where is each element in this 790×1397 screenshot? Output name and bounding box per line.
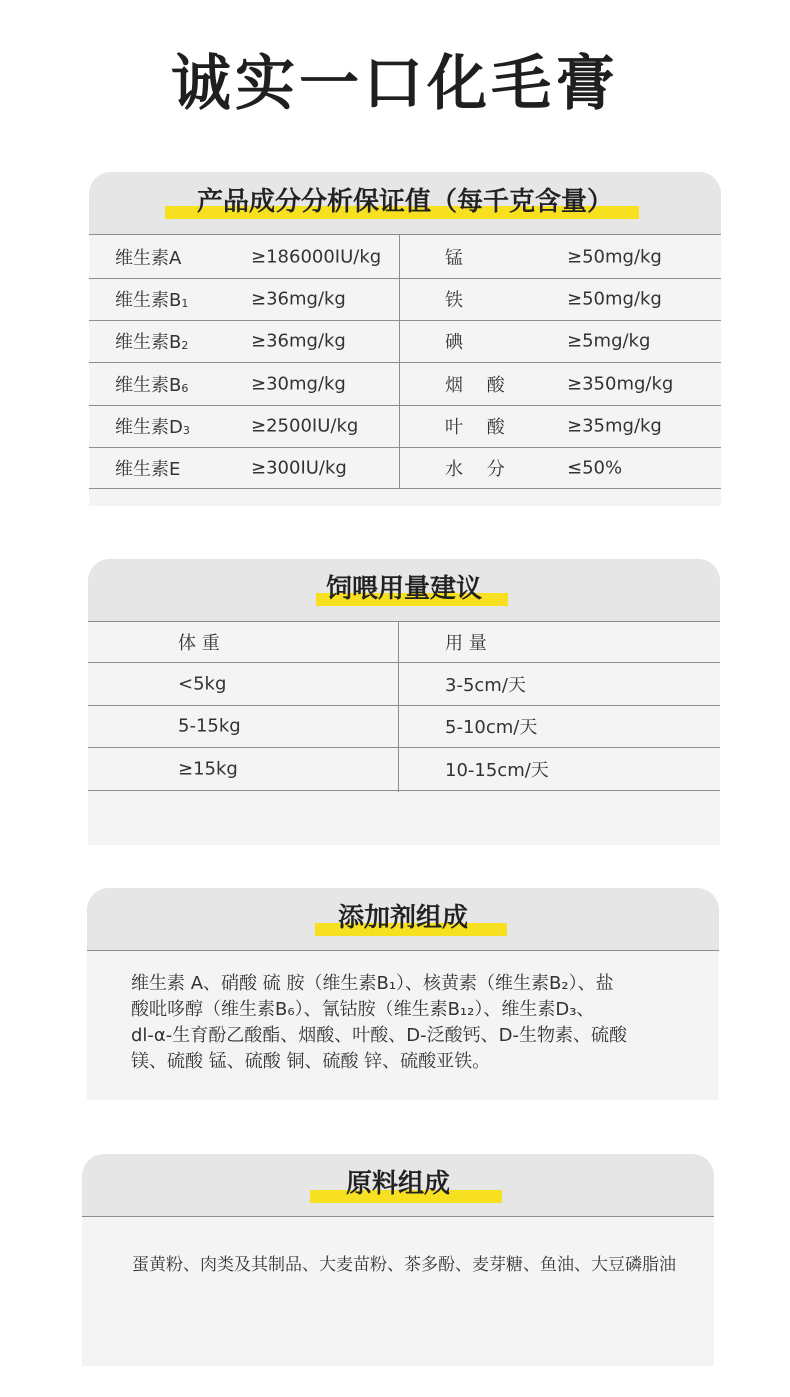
- amount-header: 用 量: [445, 633, 487, 654]
- feeding-card: [88, 559, 720, 845]
- additives-text: [131, 971, 627, 1075]
- analysis-row: [89, 278, 721, 321]
- mineral-name: 叶 酸: [445, 417, 505, 438]
- feeding-row: [88, 748, 720, 791]
- mineral-value: ≥35mg/kg: [567, 415, 662, 437]
- nutrient-name: [115, 286, 188, 312]
- mineral-value: ≥50mg/kg: [567, 288, 662, 310]
- ingredients-text: 蛋黄粉、肉类及其制品、大麦苗粉、茶多酚、麦芽糖、鱼油、大豆磷脂油: [132, 1255, 676, 1275]
- additives-line: dl-α-生育酚乙酸酯、烟酸、叶酸、D-泛酸钙、D-生物素、硫酸: [131, 1025, 627, 1046]
- ingredients-card: [82, 1154, 714, 1366]
- weight-header: 体 重: [178, 633, 220, 654]
- nutrient-name: [115, 413, 190, 439]
- nutrient-name-text: 维生素B: [115, 332, 182, 353]
- nutrient-name-text: 维生素B: [115, 374, 182, 396]
- nutrient-name-text: 维生素A: [115, 247, 182, 269]
- mineral-name: 水 分: [445, 458, 505, 480]
- nutrient-name-text: 维生素B: [115, 290, 182, 311]
- feeding-row: [88, 663, 720, 706]
- nutrient-value: ≥2500IU/kg: [251, 415, 359, 437]
- mineral-value: ≥350mg/kg: [567, 373, 674, 394]
- ingredients-title: 原料组成: [345, 1169, 450, 1199]
- amount-value: 3-5cm/天: [445, 675, 526, 696]
- mineral-name: 锰: [445, 247, 463, 269]
- analysis-row: [89, 362, 721, 406]
- weight-value: ≥15kg: [178, 758, 238, 780]
- amount-value: 10-15cm/天: [445, 760, 549, 781]
- analysis-card: [89, 172, 721, 506]
- weight-value: 5-15kg: [178, 715, 241, 737]
- analysis-row: [89, 235, 721, 279]
- mineral-value: ≥5mg/kg: [567, 330, 651, 352]
- analysis-header: [89, 172, 721, 235]
- analysis-row: [89, 447, 721, 489]
- amount-value: 5-10cm/天: [445, 717, 538, 738]
- additives-card: [87, 888, 719, 1100]
- nutrient-value: ≥186000IU/kg: [251, 246, 382, 267]
- analysis-title: 产品成分分析保证值（每千克含量）: [196, 187, 613, 217]
- nutrient-name: [115, 328, 188, 354]
- mineral-value: ≤50%: [567, 457, 623, 478]
- mineral-name: 烟 酸: [445, 374, 505, 396]
- nutrient-name-text: 维生素D: [115, 417, 183, 438]
- nutrient-value: ≥36mg/kg: [251, 288, 346, 310]
- additives-line: 镁、硫酸 锰、硫酸 铜、硫酸 锌、硫酸亚铁。: [131, 1051, 491, 1072]
- mineral-value: ≥50mg/kg: [567, 246, 662, 267]
- feeding-row: [88, 705, 720, 748]
- nutrient-value: ≥300IU/kg: [251, 457, 347, 478]
- nutrient-subscript: 2: [181, 339, 189, 352]
- ingredients-header: [82, 1154, 714, 1217]
- page-title: 诚实一口化毛膏: [171, 49, 619, 119]
- nutrient-name: [115, 371, 188, 397]
- feeding-header-row: [88, 622, 720, 663]
- nutrient-name-text: 维生素E: [115, 458, 181, 480]
- mineral-name: 碘: [445, 332, 463, 353]
- nutrient-value: ≥36mg/kg: [251, 330, 346, 352]
- additives-title: 添加剂组成: [337, 903, 468, 933]
- nutrient-name: [115, 244, 181, 270]
- feeding-title: 饲喂用量建议: [325, 574, 482, 604]
- additives-line: 维生素 A、硝酸 硫 胺（维生素B₁）、核黄素（维生素B₂）、盐: [131, 973, 614, 994]
- nutrient-subscript: 1: [181, 297, 189, 310]
- analysis-row: [89, 320, 721, 363]
- additives-line: 酸吡哆醇（维生素B₆）、氰钴胺（维生素B₁₂）、维生素D₃、: [131, 999, 595, 1020]
- feeding-header: [88, 559, 720, 622]
- nutrient-name: [115, 455, 180, 481]
- analysis-row: [89, 405, 721, 448]
- nutrient-subscript: 6: [181, 381, 189, 395]
- additives-header: [87, 888, 719, 951]
- weight-value: <5kg: [178, 673, 227, 695]
- nutrient-subscript: 3: [182, 424, 190, 437]
- mineral-name: 铁: [445, 290, 463, 311]
- nutrient-value: ≥30mg/kg: [251, 373, 346, 394]
